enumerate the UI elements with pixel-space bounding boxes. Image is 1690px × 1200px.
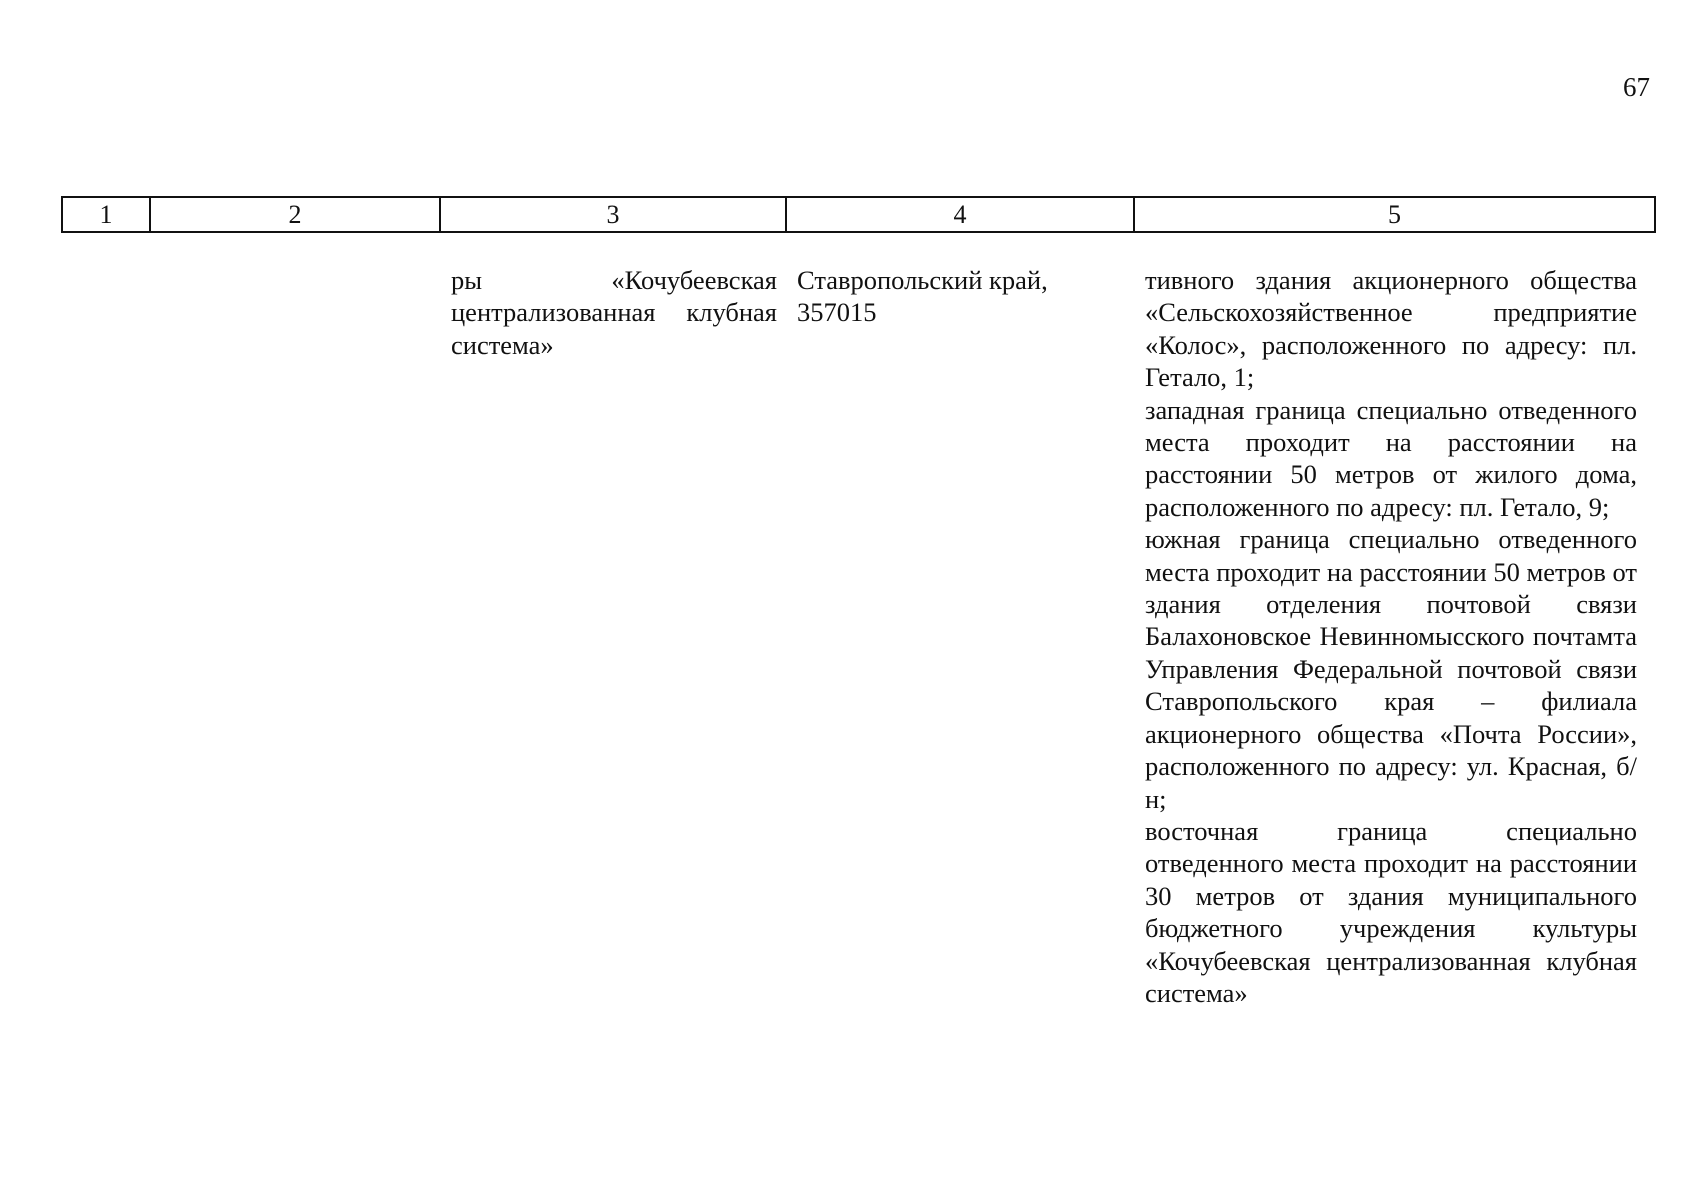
column-header-5: 5 [1134,197,1655,232]
cell-organization-name: ры «Кочубеевская централизованная клубная система» [451,265,777,360]
boundary-paragraph-north-end: тивного здания акционерного общества «Сельскохозяйственное предприятие «Колос», расположенного по адресу: пл. Гетало, 1; [1145,265,1637,393]
column-header-table [61,196,1656,233]
cell-boundaries-description [1145,264,1637,1009]
page-number: 67 [1623,72,1650,102]
cell-address: Ставропольский край, 357015 [797,265,1048,328]
boundary-paragraph-east: восточная граница специально отведенного места проходит на расстоянии 30 метров от здания муниципального бюджетного учреждения культуры «Кочубеевская централизованная клубная система» [1145,815,1637,1008]
column-header-4: 4 [786,197,1134,232]
column-header-2: 2 [150,197,440,232]
column-header-3: 3 [440,197,786,232]
column-header-1: 1 [62,197,150,232]
column-header-row [62,197,1655,232]
boundary-paragraph-west: западная граница специально отведенного места проходит на расстоянии на расстоянии 50 метров от жилого дома, расположенного по адресу: пл. Гетало, 9; [1145,394,1637,522]
boundary-paragraph-south: южная граница специально отведенного места проходит на расстоянии 50 метров от здания отделения почтовой связи Балахоновское Невинномысского почтамта Управления Федеральной почтовой связи Ставропольского края – филиала акционерного общества «Почта России», расположенного по адресу: ул. Красная, б/н; [1145,524,1637,814]
